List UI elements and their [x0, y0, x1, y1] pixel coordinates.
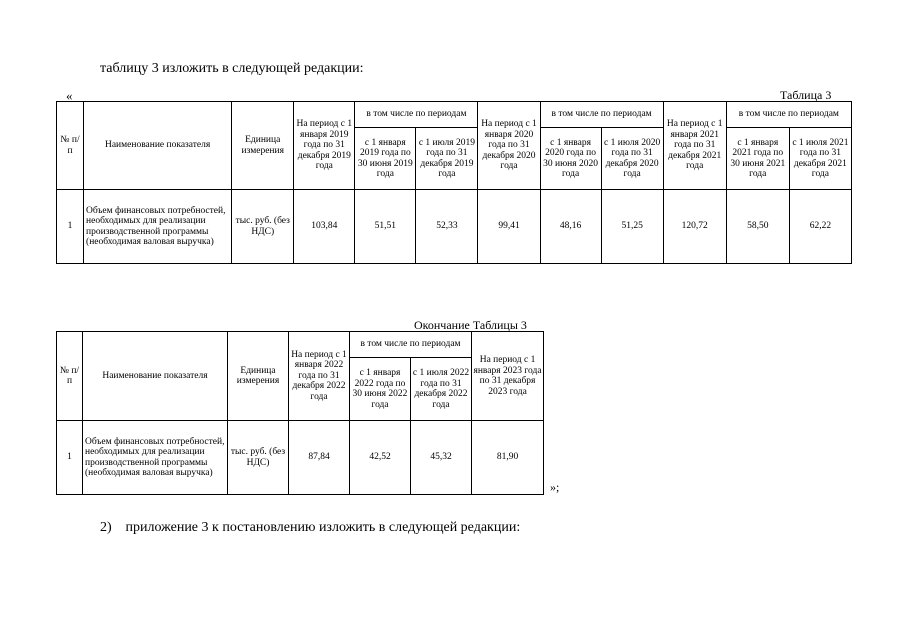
header-incl-2021: в том числе по периодам [726, 102, 851, 128]
header-incl-2022: в том числе по периодам [350, 332, 472, 358]
header-2022-h1: с 1 января 2022 года по 30 июня 2022 года [350, 358, 411, 421]
table-row [57, 421, 544, 495]
row-name: Объем финансовых потребностей, необходимых для реализации производственной программы (необходимая валовая выручка) [83, 421, 228, 495]
row-unit: тыс. руб. (без НДС) [228, 421, 289, 495]
header-2020-h2: с 1 июля 2020 года по 31 декабря 2020 года [601, 128, 663, 190]
value-2019: 103,84 [294, 190, 355, 264]
value-2020-h1: 48,16 [540, 190, 601, 264]
header-2019-h1: с 1 января 2019 года по 30 июня 2019 года [355, 128, 416, 190]
value-2019-h1: 51,51 [355, 190, 416, 264]
value-2021-h2: 62,22 [789, 190, 851, 264]
header-num: № п/п [57, 332, 83, 421]
item-2-text: приложение 3 к постановлению изложить в следующей редакции: [125, 520, 521, 535]
header-period-2019: На период с 1 января 2019 года по 31 декабря 2019 года [294, 102, 355, 190]
header-2022-h2: с 1 июля 2022 года по 31 декабря 2022 года [411, 358, 472, 421]
intro-text: таблицу 3 изложить в следующей редакции: [100, 61, 364, 76]
header-name: Наименование показателя [83, 332, 228, 421]
item-2-paragraph [100, 520, 520, 536]
row-num: 1 [57, 190, 84, 264]
header-incl-2019: в том числе по периодам [355, 102, 478, 128]
value-2020: 99,41 [478, 190, 540, 264]
header-period-2020: На период с 1 января 2020 года по 31 декабря 2020 года [478, 102, 540, 190]
header-unit: Единица измерения [228, 332, 289, 421]
table2-caption: Окончание Таблицы 3 [414, 318, 527, 332]
value-2022: 87,84 [289, 421, 350, 495]
header-period-2021: На период с 1 января 2021 года по 31 декабря 2021 года [663, 102, 726, 190]
header-2019-h2: с 1 июля 2019 года по 31 декабря 2019 года [416, 128, 478, 190]
value-2021: 120,72 [663, 190, 726, 264]
header-name: Наименование показателя [84, 102, 232, 190]
row-num: 1 [57, 421, 83, 495]
opening-quote: « [66, 88, 73, 103]
row-unit: тыс. руб. (без НДС) [232, 190, 294, 264]
header-unit: Единица измерения [232, 102, 294, 190]
value-2023: 81,90 [472, 421, 544, 495]
value-2022-h2: 45,32 [411, 421, 472, 495]
header-period-2022: На период с 1 января 2022 года по 31 декабря 2022 года [289, 332, 350, 421]
header-2021-h2: с 1 июля 2021 года по 31 декабря 2021 года [789, 128, 851, 190]
header-num: № п/п [57, 102, 84, 190]
item-2-number: 2) [100, 520, 112, 535]
closing-quote: »; [550, 480, 560, 494]
table-3-part2 [56, 331, 544, 495]
row-name: Объем финансовых потребностей, необходимых для реализации производственной программы (необходимая валовая выручка) [84, 190, 232, 264]
header-2020-h1: с 1 января 2020 года по 30 июня 2020 года [540, 128, 601, 190]
header-incl-2020: в том числе по периодам [540, 102, 663, 128]
value-2020-h2: 51,25 [601, 190, 663, 264]
header-2021-h1: с 1 января 2021 года по 30 июня 2021 года [726, 128, 789, 190]
header-period-2023: На период с 1 января 2023 года по 31 декабря 2023 года [472, 332, 544, 421]
table-row [57, 190, 852, 264]
value-2019-h2: 52,33 [416, 190, 478, 264]
table1-caption: Таблица 3 [780, 88, 832, 102]
value-2021-h1: 58,50 [726, 190, 789, 264]
table-3-part1 [56, 101, 852, 264]
value-2022-h1: 42,52 [350, 421, 411, 495]
